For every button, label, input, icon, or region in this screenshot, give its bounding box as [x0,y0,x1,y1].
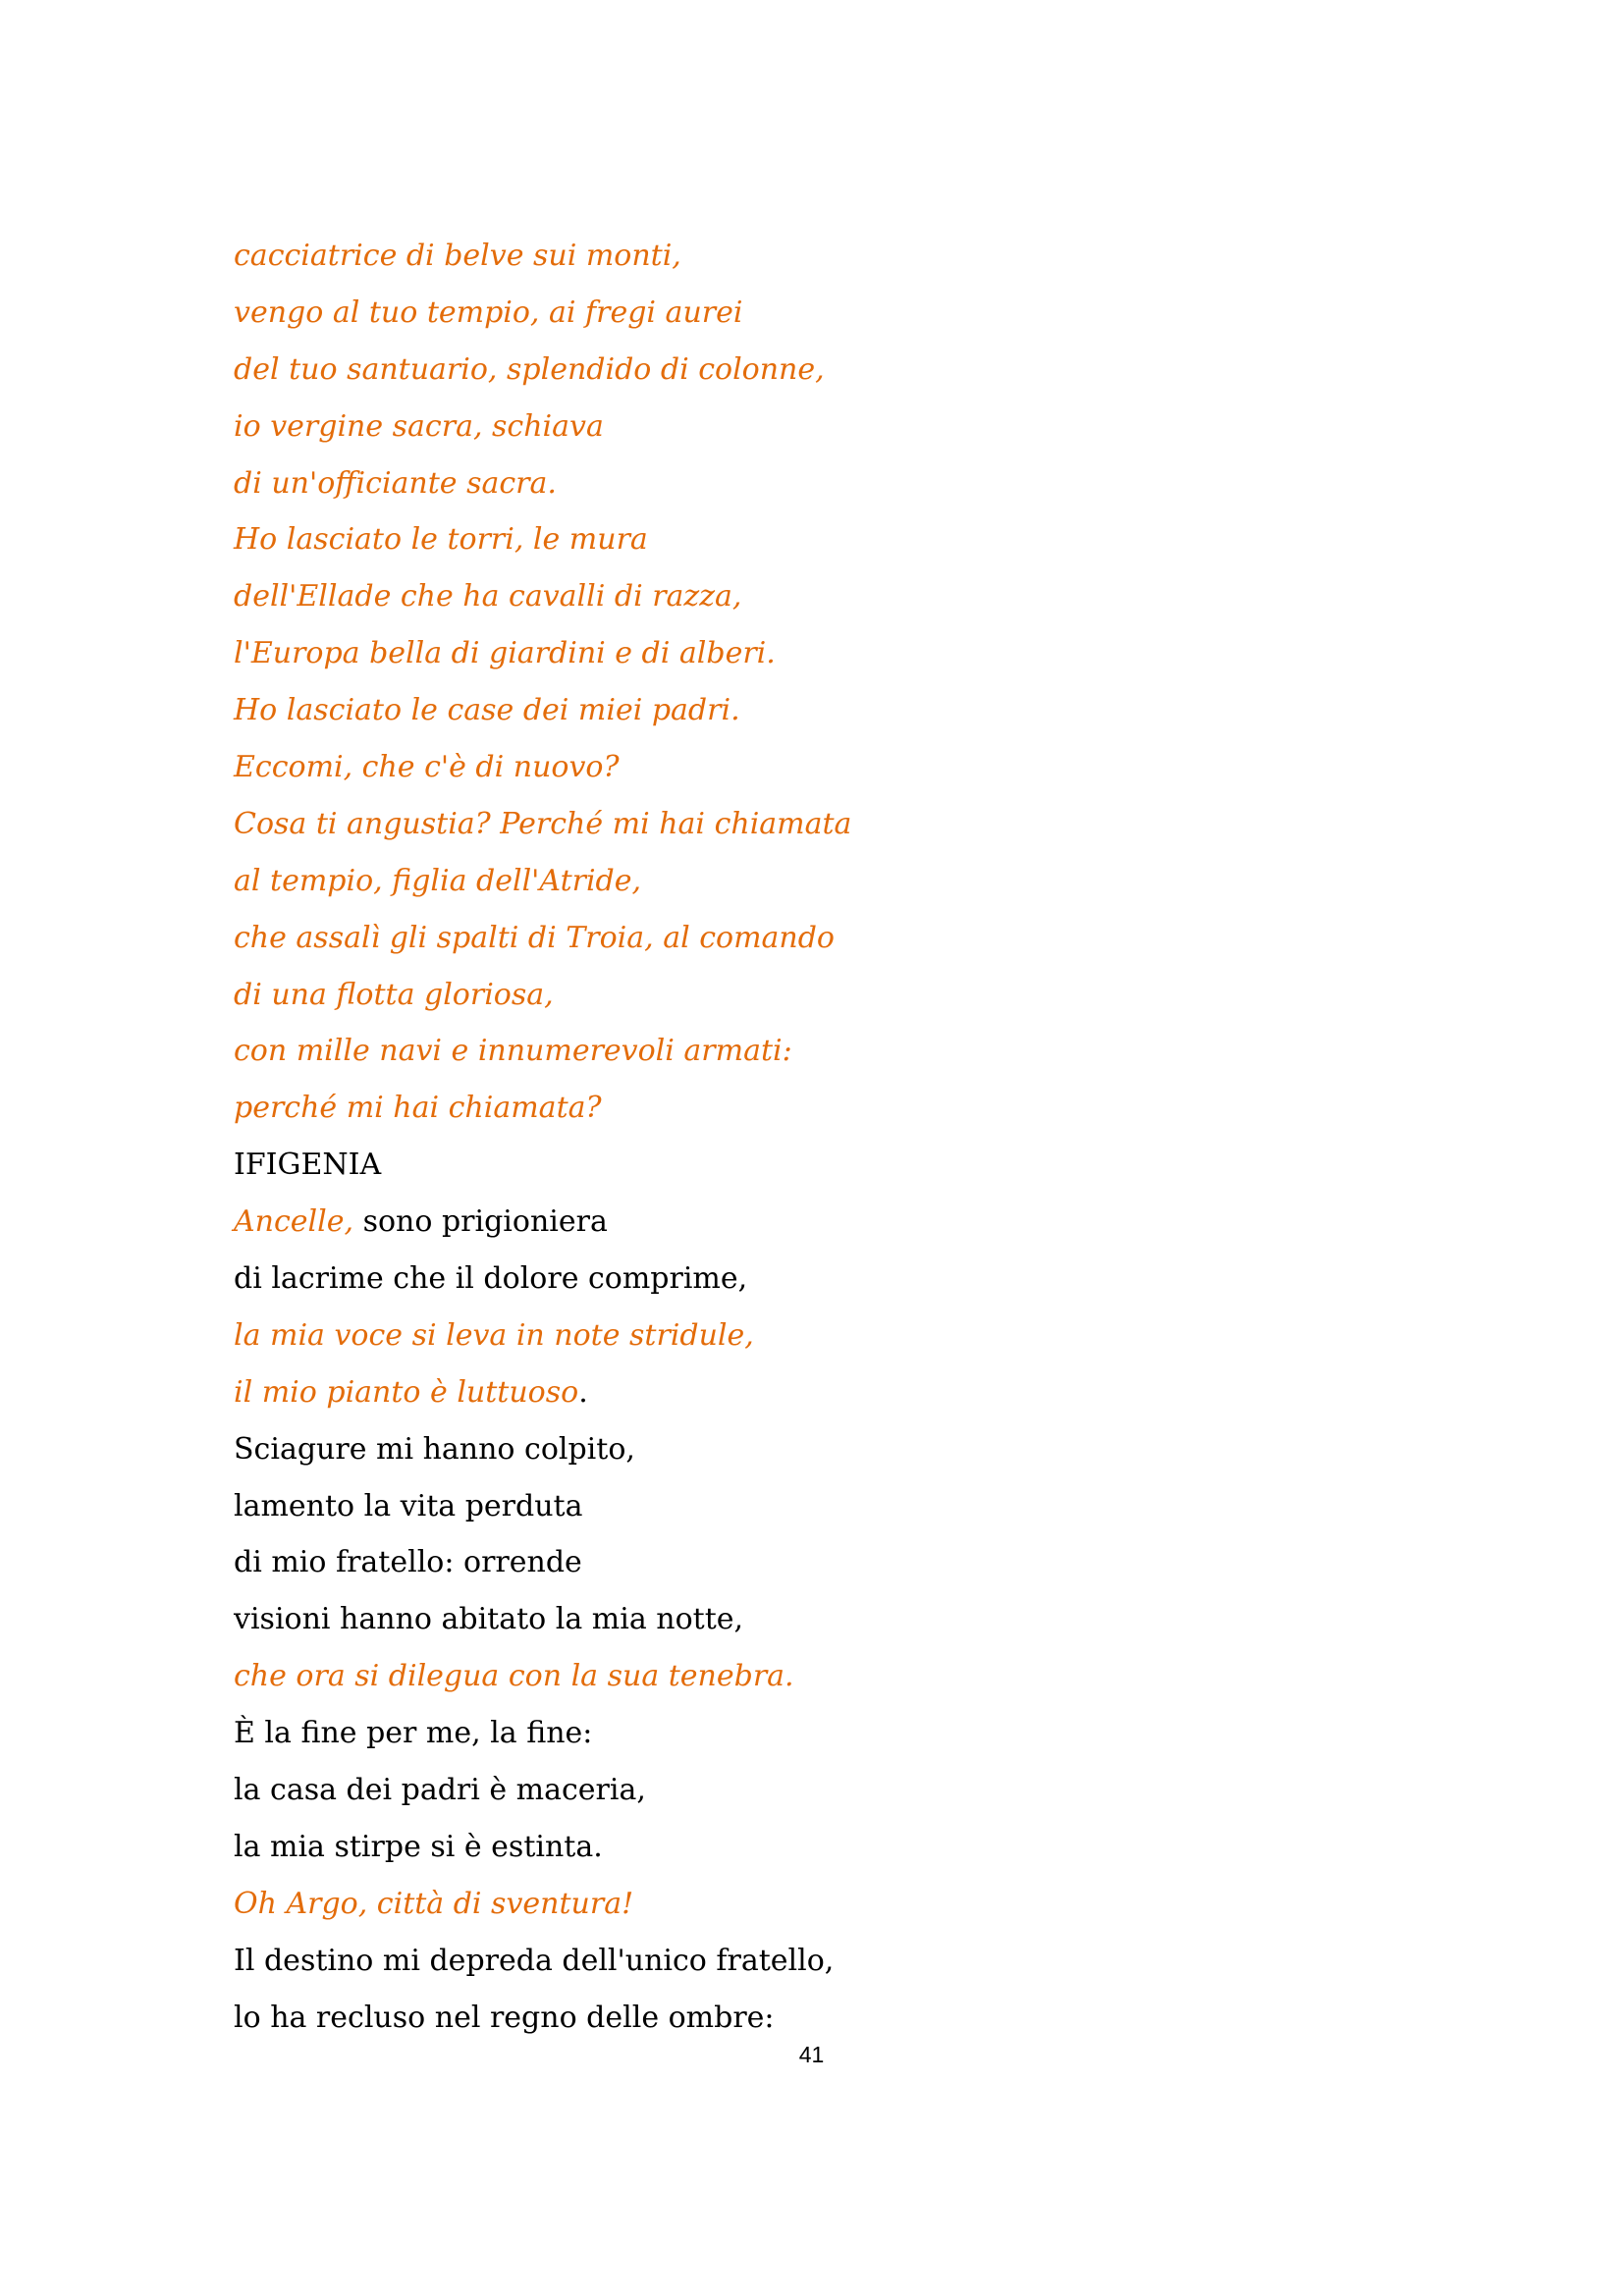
verse-line [234,739,1412,796]
verse-segment: la mia stirpe si è estinta. [234,1829,603,1864]
verse-line [234,455,1412,512]
verse-segment: Il destino mi depreda dell'unico fratello, [234,1943,835,1978]
verse-line [234,228,1412,285]
verse-segment: l'Europa bella di giardini e di alberi. [234,636,776,671]
verse-segment: Ho lasciato le case dei miei padri. [234,693,740,728]
verse-line [234,1819,1412,1876]
verse-segment: di mio fratello: orrende [234,1545,582,1580]
verse-line [234,1933,1412,1990]
verse-segment: IFIGENIA [234,1148,382,1183]
verse-line [234,1137,1412,1194]
verse-line [234,1990,1412,2047]
verse-line [234,910,1412,967]
page-number: 41 [798,2042,825,2067]
verse-segment: con mille navi e innumerevoli armati: [234,1034,792,1069]
verse-line [234,1478,1412,1535]
verse-line [234,682,1412,739]
verse-line [234,511,1412,568]
verse-segment: vengo al tuo tempio, ai fregi aurei [234,294,743,330]
verse-segment: È la fine per me, la fine: [234,1716,593,1751]
verse-segment: al tempio, figlia dell'Atride, [234,863,642,898]
verse-line [234,285,1412,342]
verse-line [234,1648,1412,1705]
verse-line [234,625,1412,682]
verse-segment: perché mi hai chiamata? [234,1091,602,1126]
verse-segment: . [578,1374,588,1410]
verse-segment: cacciatrice di belve sui monti, [234,239,681,273]
verse-segment: di un'officiante sacra. [234,465,557,501]
verse-segment: io vergine sacra, schiava [234,408,604,444]
verse-line [234,796,1412,853]
verse-segment: il mio pianto è luttuoso [234,1374,579,1410]
verse-line [234,1705,1412,1762]
verse-segment: di una flotta gloriosa, [234,977,554,1012]
verse-line [234,568,1412,625]
verse-line [234,1023,1412,1080]
verse-text-block [234,228,1412,2047]
verse-line [234,1534,1412,1591]
verse-segment: Sciagure mi hanno colpito, [234,1431,635,1467]
verse-segment: dell'Ellade che ha cavalli di razza, [234,579,742,614]
verse-segment: lamento la vita perduta [234,1488,583,1523]
verse-line [234,1194,1412,1251]
verse-line [234,1876,1412,1933]
verse-segment: Eccomi, che c'è di nuovo? [234,750,620,785]
verse-line [234,1762,1412,1819]
verse-line [234,1421,1412,1478]
verse-line [234,1251,1412,1308]
verse-segment: Oh Argo, città di sventura! [234,1886,634,1921]
verse-segment: che assalì gli spalti di Troia, al comando [234,920,835,955]
verse-segment: Ho lasciato le torri, le mura [234,522,648,558]
verse-line [234,1364,1412,1421]
verse-line [234,1591,1412,1648]
verse-segment: la casa dei padri è maceria, [234,1773,646,1808]
verse-line [234,1308,1412,1364]
verse-line [234,853,1412,910]
verse-line [234,967,1412,1024]
verse-segment: sono prigioniera [353,1204,608,1240]
verse-segment: che ora si dilegua con la sua tenebra. [234,1659,794,1694]
verse-segment: di lacrime che il dolore comprime, [234,1261,748,1297]
verse-line [234,1080,1412,1137]
verse-segment: Cosa ti angustia? Perché mi hai chiamata [234,806,852,841]
verse-segment: la mia voce si leva in note stridule, [234,1317,754,1353]
verse-segment: visioni hanno abitato la mia notte, [234,1602,744,1637]
verse-segment: Ancelle, [234,1204,354,1240]
verse-line [234,399,1412,455]
verse-segment: del tuo santuario, splendido di colonne, [234,351,825,387]
verse-segment: lo ha recluso nel regno delle ombre: [234,2000,775,2035]
verse-line [234,342,1412,399]
